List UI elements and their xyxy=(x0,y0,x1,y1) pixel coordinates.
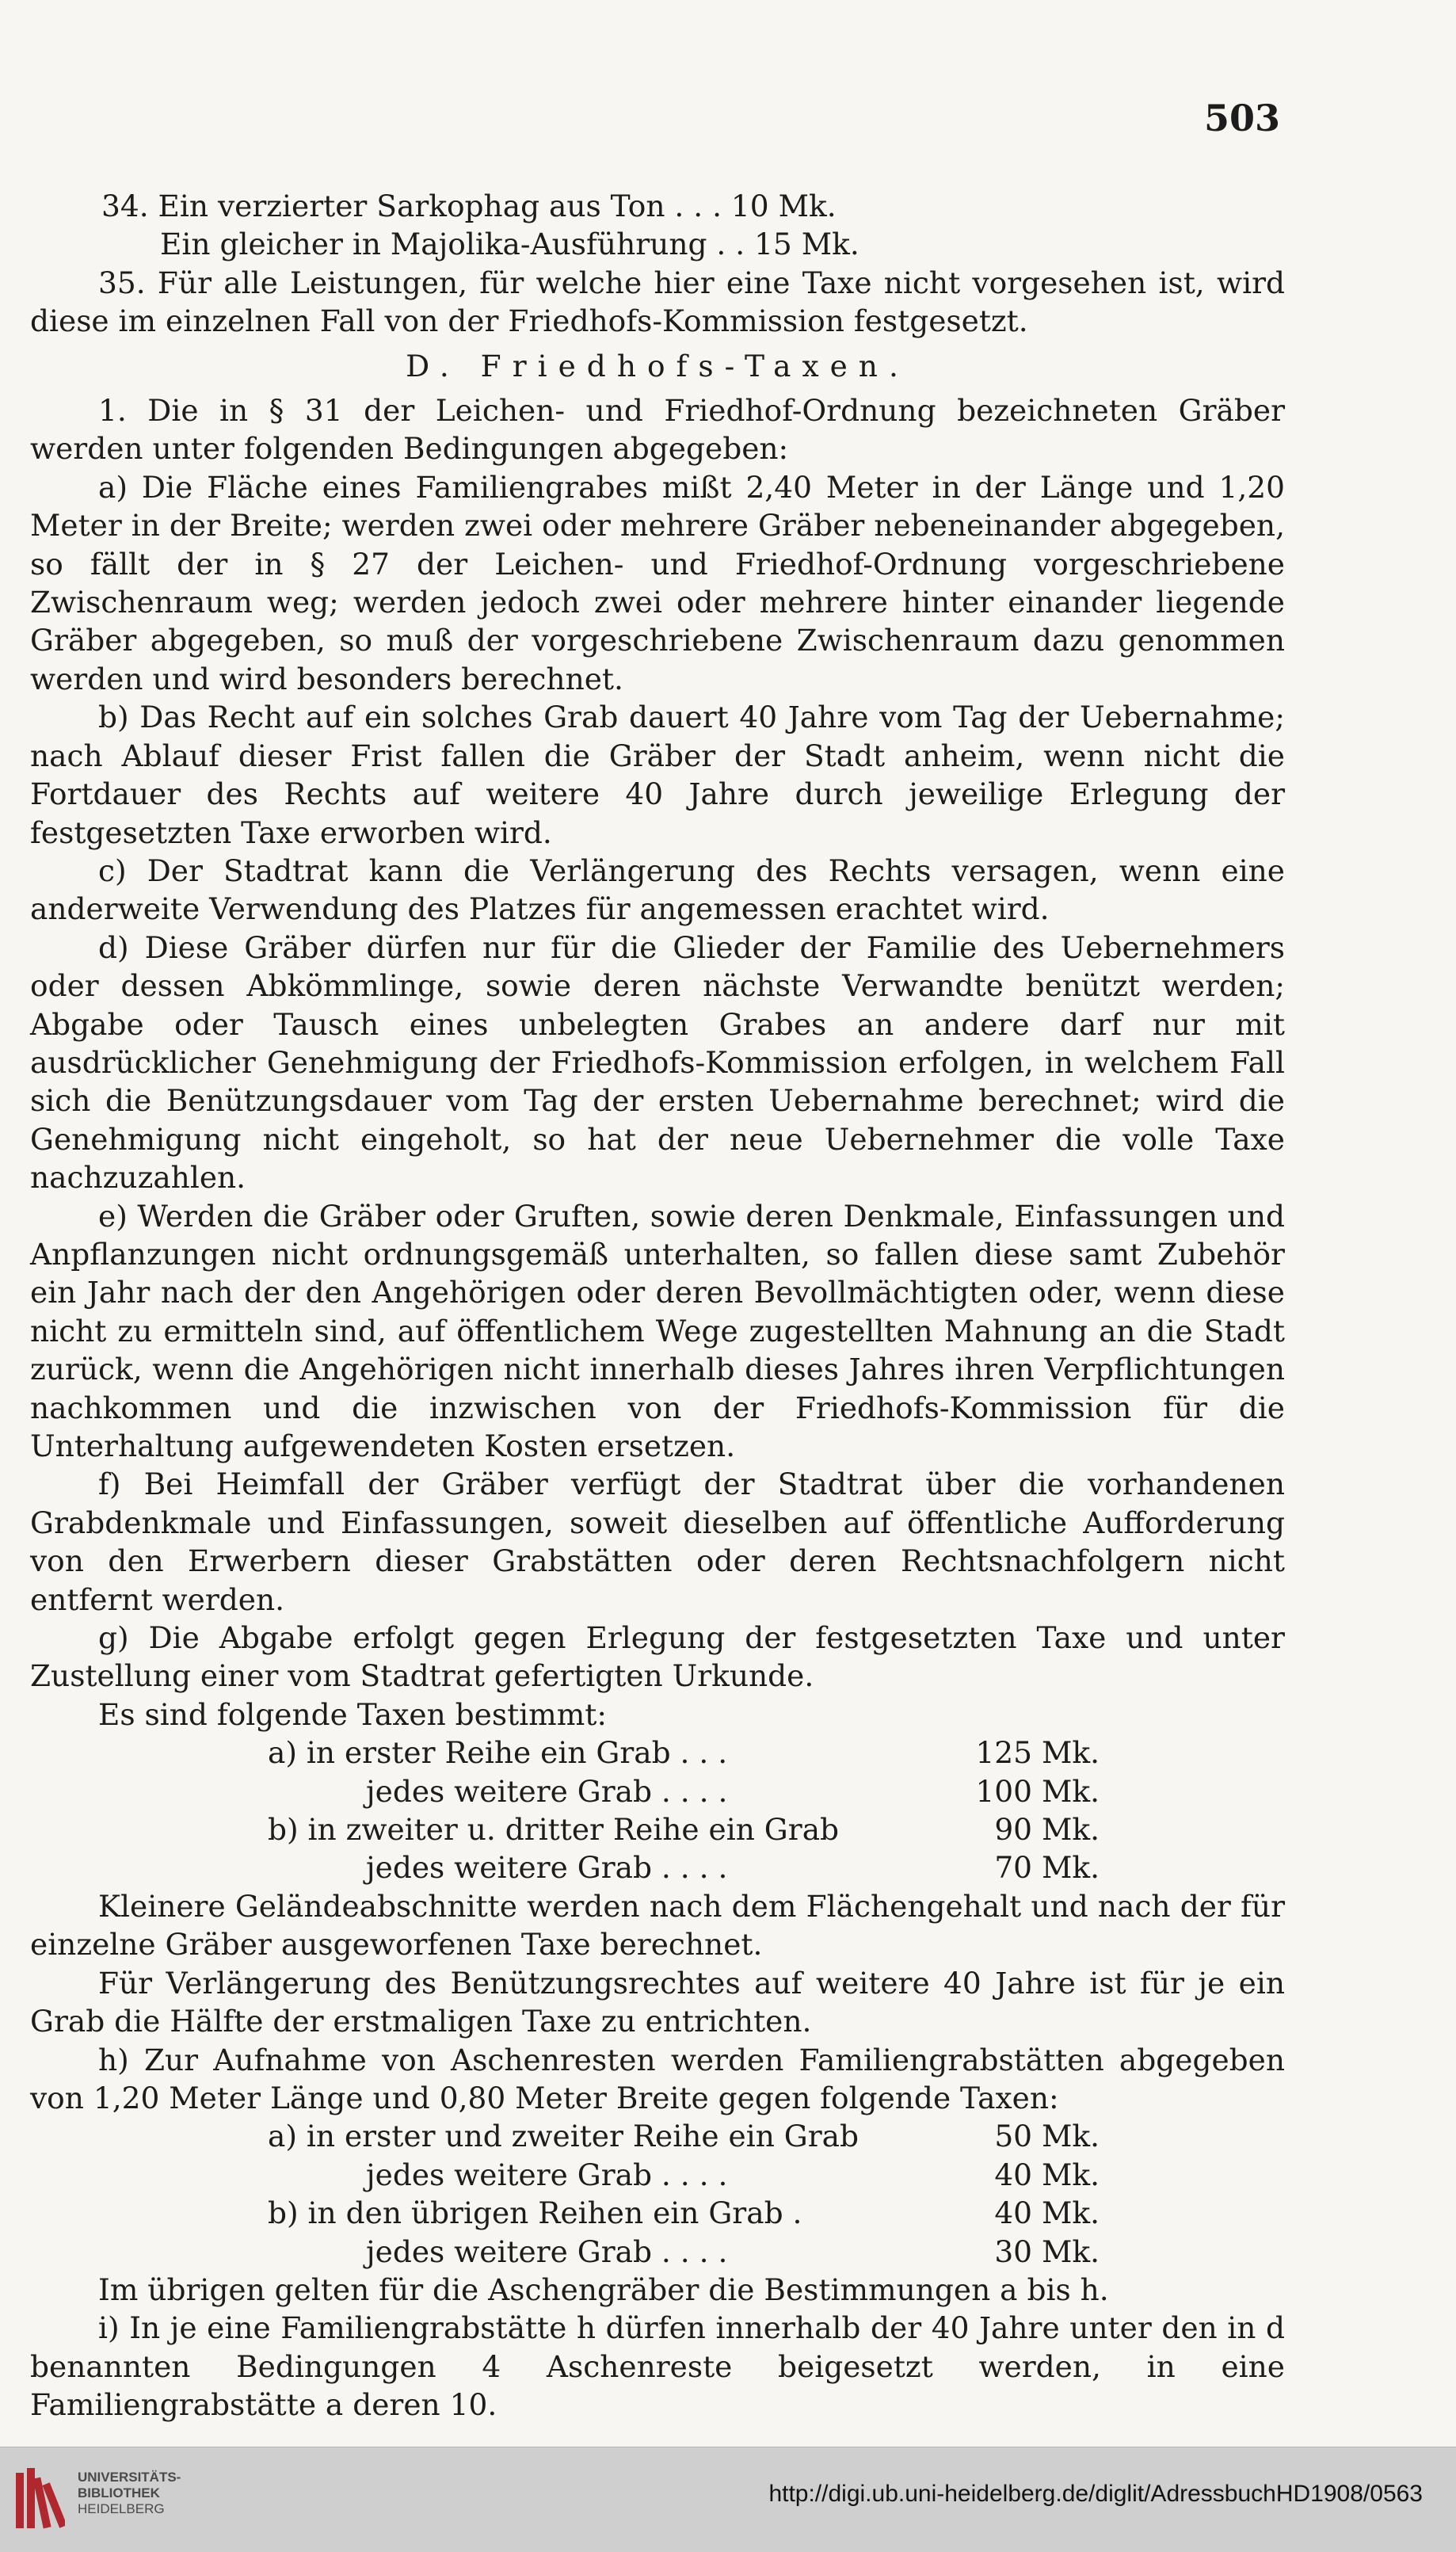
tax-amount: 40 Mk. xyxy=(994,2157,1100,2192)
tax-table-g xyxy=(268,1734,1100,1887)
source-url-link[interactable]: http://digi.ub.uni-heidelberg.de/diglit/AdressbuchHD1908/0563 xyxy=(768,2481,1423,2507)
page-text xyxy=(30,187,1285,2424)
library-name xyxy=(78,2470,181,2517)
tax-amount: 90 Mk. xyxy=(994,1812,1100,1848)
tax-amount: 40 Mk. xyxy=(994,2195,1100,2231)
paragraph-d: d) Diese Gräber dürfen nur für die Glieder der Familie des Uebernehmers oder dessen Abkömmlinge, sowie deren nächste Verwandte benützt werden; Abgabe oder Tausch eines unbelegten Grabes an andere darf nur mit ausdrücklicher Genehmigung der Friedhofs-Kommission erfolgen, in welchem Fall sich die Benützungsdauer vom Tag der ersten Uebernahme berechnet; wird die Genehmigung nicht eingeholt, so hat der neue Uebernehmer die volle Taxe nachzuzahlen. xyxy=(30,929,1285,1196)
page-number: 503 xyxy=(1203,97,1280,139)
paragraph-1: 1. Die in § 31 der Leichen- und Friedhof-Ordnung bezeichneten Gräber werden unter folgenden Bedingungen abgegeben: xyxy=(30,393,1285,467)
tax-amount: 50 Mk. xyxy=(994,2119,1100,2154)
tax-table-h xyxy=(268,2117,1100,2271)
item-35: 35. Für alle Leistungen, für welche hier eine Taxe nicht vorgesehen ist, wird diese im einzelnen Fall von der Friedhofs-Kommission festgesetzt. xyxy=(30,265,1285,339)
item-34-line-1: 34. Ein verzierter Sarkophag aus Ton . . . 10 Mk. xyxy=(101,189,837,223)
paragraph-g: g) Die Abgabe erfolgt gegen Erlegung der festgesetzten Taxe und unter Zustellung einer vom Stadtrat gefertigten Urkunde. xyxy=(30,1620,1285,1694)
tax-label: jedes weitere Grab . . . . xyxy=(366,2233,728,2269)
library-logo-icon xyxy=(14,2465,65,2531)
tax-row xyxy=(268,1772,1100,1810)
tax-label: jedes weitere Grab . . . . xyxy=(366,1850,728,1886)
tax-row xyxy=(268,1734,1100,1772)
paragraph-c: c) Der Stadtrat kann die Verlängerung des Rechts versagen, wenn eine anderweite Verwendung des Platzes für angemessen erachtet wird. xyxy=(30,853,1285,927)
footer-bar xyxy=(0,2447,1456,2552)
taxes-intro: Es sind folgende Taxen bestimmt: xyxy=(98,1696,607,1732)
paragraph-smaller-sections: Kleinere Geländeabschnitte werden nach dem Flächengehalt und nach der für einzelne Gräber ausgeworfenen Taxe berechnet. xyxy=(30,1888,1285,1963)
tax-amount: 70 Mk. xyxy=(994,1850,1100,1886)
library-name-line: HEIDELBERG xyxy=(78,2501,165,2516)
tax-row xyxy=(268,1810,1100,1848)
paragraph-extension: Für Verlängerung des Benützungsrechtes auf weitere 40 Jahre ist für je ein Grab die Hälfte der erstmaligen Taxe zu entrichten. xyxy=(30,1965,1285,2039)
tax-amount: 30 Mk. xyxy=(994,2233,1100,2269)
tax-label: jedes weitere Grab . . . . xyxy=(366,1773,728,1809)
paragraph-ash-graves: Im übrigen gelten für die Aschengräber die Bestimmungen a bis h. xyxy=(98,2272,1109,2307)
section-heading: D. Friedhofs-Taxen. xyxy=(406,348,909,383)
paragraph-i: i) In je eine Familiengrabstätte h dürfen innerhalb der 40 Jahre unter den in d benannten Bedingungen 4 Aschenreste beigesetzt werden, in eine Familiengrabstätte a deren 10. xyxy=(30,2310,1285,2423)
tax-label: a) in erster Reihe ein Grab . . . xyxy=(268,1735,728,1771)
library-name-line: UNIVERSITÄTS- xyxy=(78,2470,181,2485)
tax-row xyxy=(268,2233,1100,2271)
library-name-line: BIBLIOTHEK xyxy=(78,2485,160,2501)
tax-label: b) in den übrigen Reihen ein Grab . xyxy=(268,2195,802,2231)
paragraph-e: e) Werden die Gräber oder Gruften, sowie deren Denkmale, Einfassungen und Anpflanzungen nicht ordnungsgemäß unterhalten, so fallen diese samt Zubehör ein Jahr nach der den Angehörigen oder deren Bevollmächtigten oder, wenn diese nicht zu ermitteln sind, auf öffentlichem Wege zugestellten Mahnung an die Stadt zurück, wenn die Angehörigen nicht innerhalb dieses Jahres ihren Verpflichtungen nachkommen und die inzwischen von der Friedhofs-Kommission für die Unterhaltung aufgewendeten Kosten ersetzen. xyxy=(30,1198,1285,1463)
tax-label: jedes weitere Grab . . . . xyxy=(366,2157,728,2192)
paragraph-a: a) Die Fläche eines Familiengrabes mißt 2,40 Meter in der Länge und 1,20 Meter in der Breite; werden zwei oder mehrere Gräber nebeneinander abgegeben, so fällt der in § 27 der Leichen- und Friedhof-Ordnung vorgeschriebene Zwischenraum weg; werden jedoch zwei oder mehrere hinter einander liegende Gräber abgegeben, so muß der vorgeschriebene Zwischenraum dazu genommen werden und wird besonders berechnet. xyxy=(30,469,1285,696)
tax-row xyxy=(268,2156,1100,2194)
tax-amount: 100 Mk. xyxy=(975,1773,1100,1809)
tax-amount: 125 Mk. xyxy=(975,1735,1100,1771)
tax-row xyxy=(268,1848,1100,1886)
tax-label: b) in zweiter u. dritter Reihe ein Grab xyxy=(268,1812,840,1848)
item-34-line-2: Ein gleicher in Majolika-Ausführung . . 15 Mk. xyxy=(160,227,859,262)
tax-label: a) in erster und zweiter Reihe ein Grab xyxy=(268,2119,859,2154)
paragraph-h: h) Zur Aufnahme von Aschenresten werden Familiengrabstätten abgegeben von 1,20 Meter Länge und 0,80 Meter Breite gegen folgende Taxen: xyxy=(30,2042,1285,2115)
tax-row xyxy=(268,2194,1100,2232)
tax-row xyxy=(268,2117,1100,2155)
paragraph-b: b) Das Recht auf ein solches Grab dauert 40 Jahre vom Tag der Uebernahme; nach Ablauf dieser Frist fallen die Gräber der Stadt anheim, wenn nicht die Fortdauer des Rechts auf weitere 40 Jahre durch jeweilige Erlegung der festgesetzten Taxe erworben wird. xyxy=(30,700,1285,850)
item-34 xyxy=(30,187,1285,264)
paragraph-f: f) Bei Heimfall der Gräber verfügt der Stadtrat über die vorhandenen Grabdenkmale und Einfassungen, soweit dieselben auf öffentliche Aufforderung von den Erwerbern dieser Grabstätten oder deren Rechtsnachfolgern nicht entfernt werden. xyxy=(30,1467,1285,1617)
